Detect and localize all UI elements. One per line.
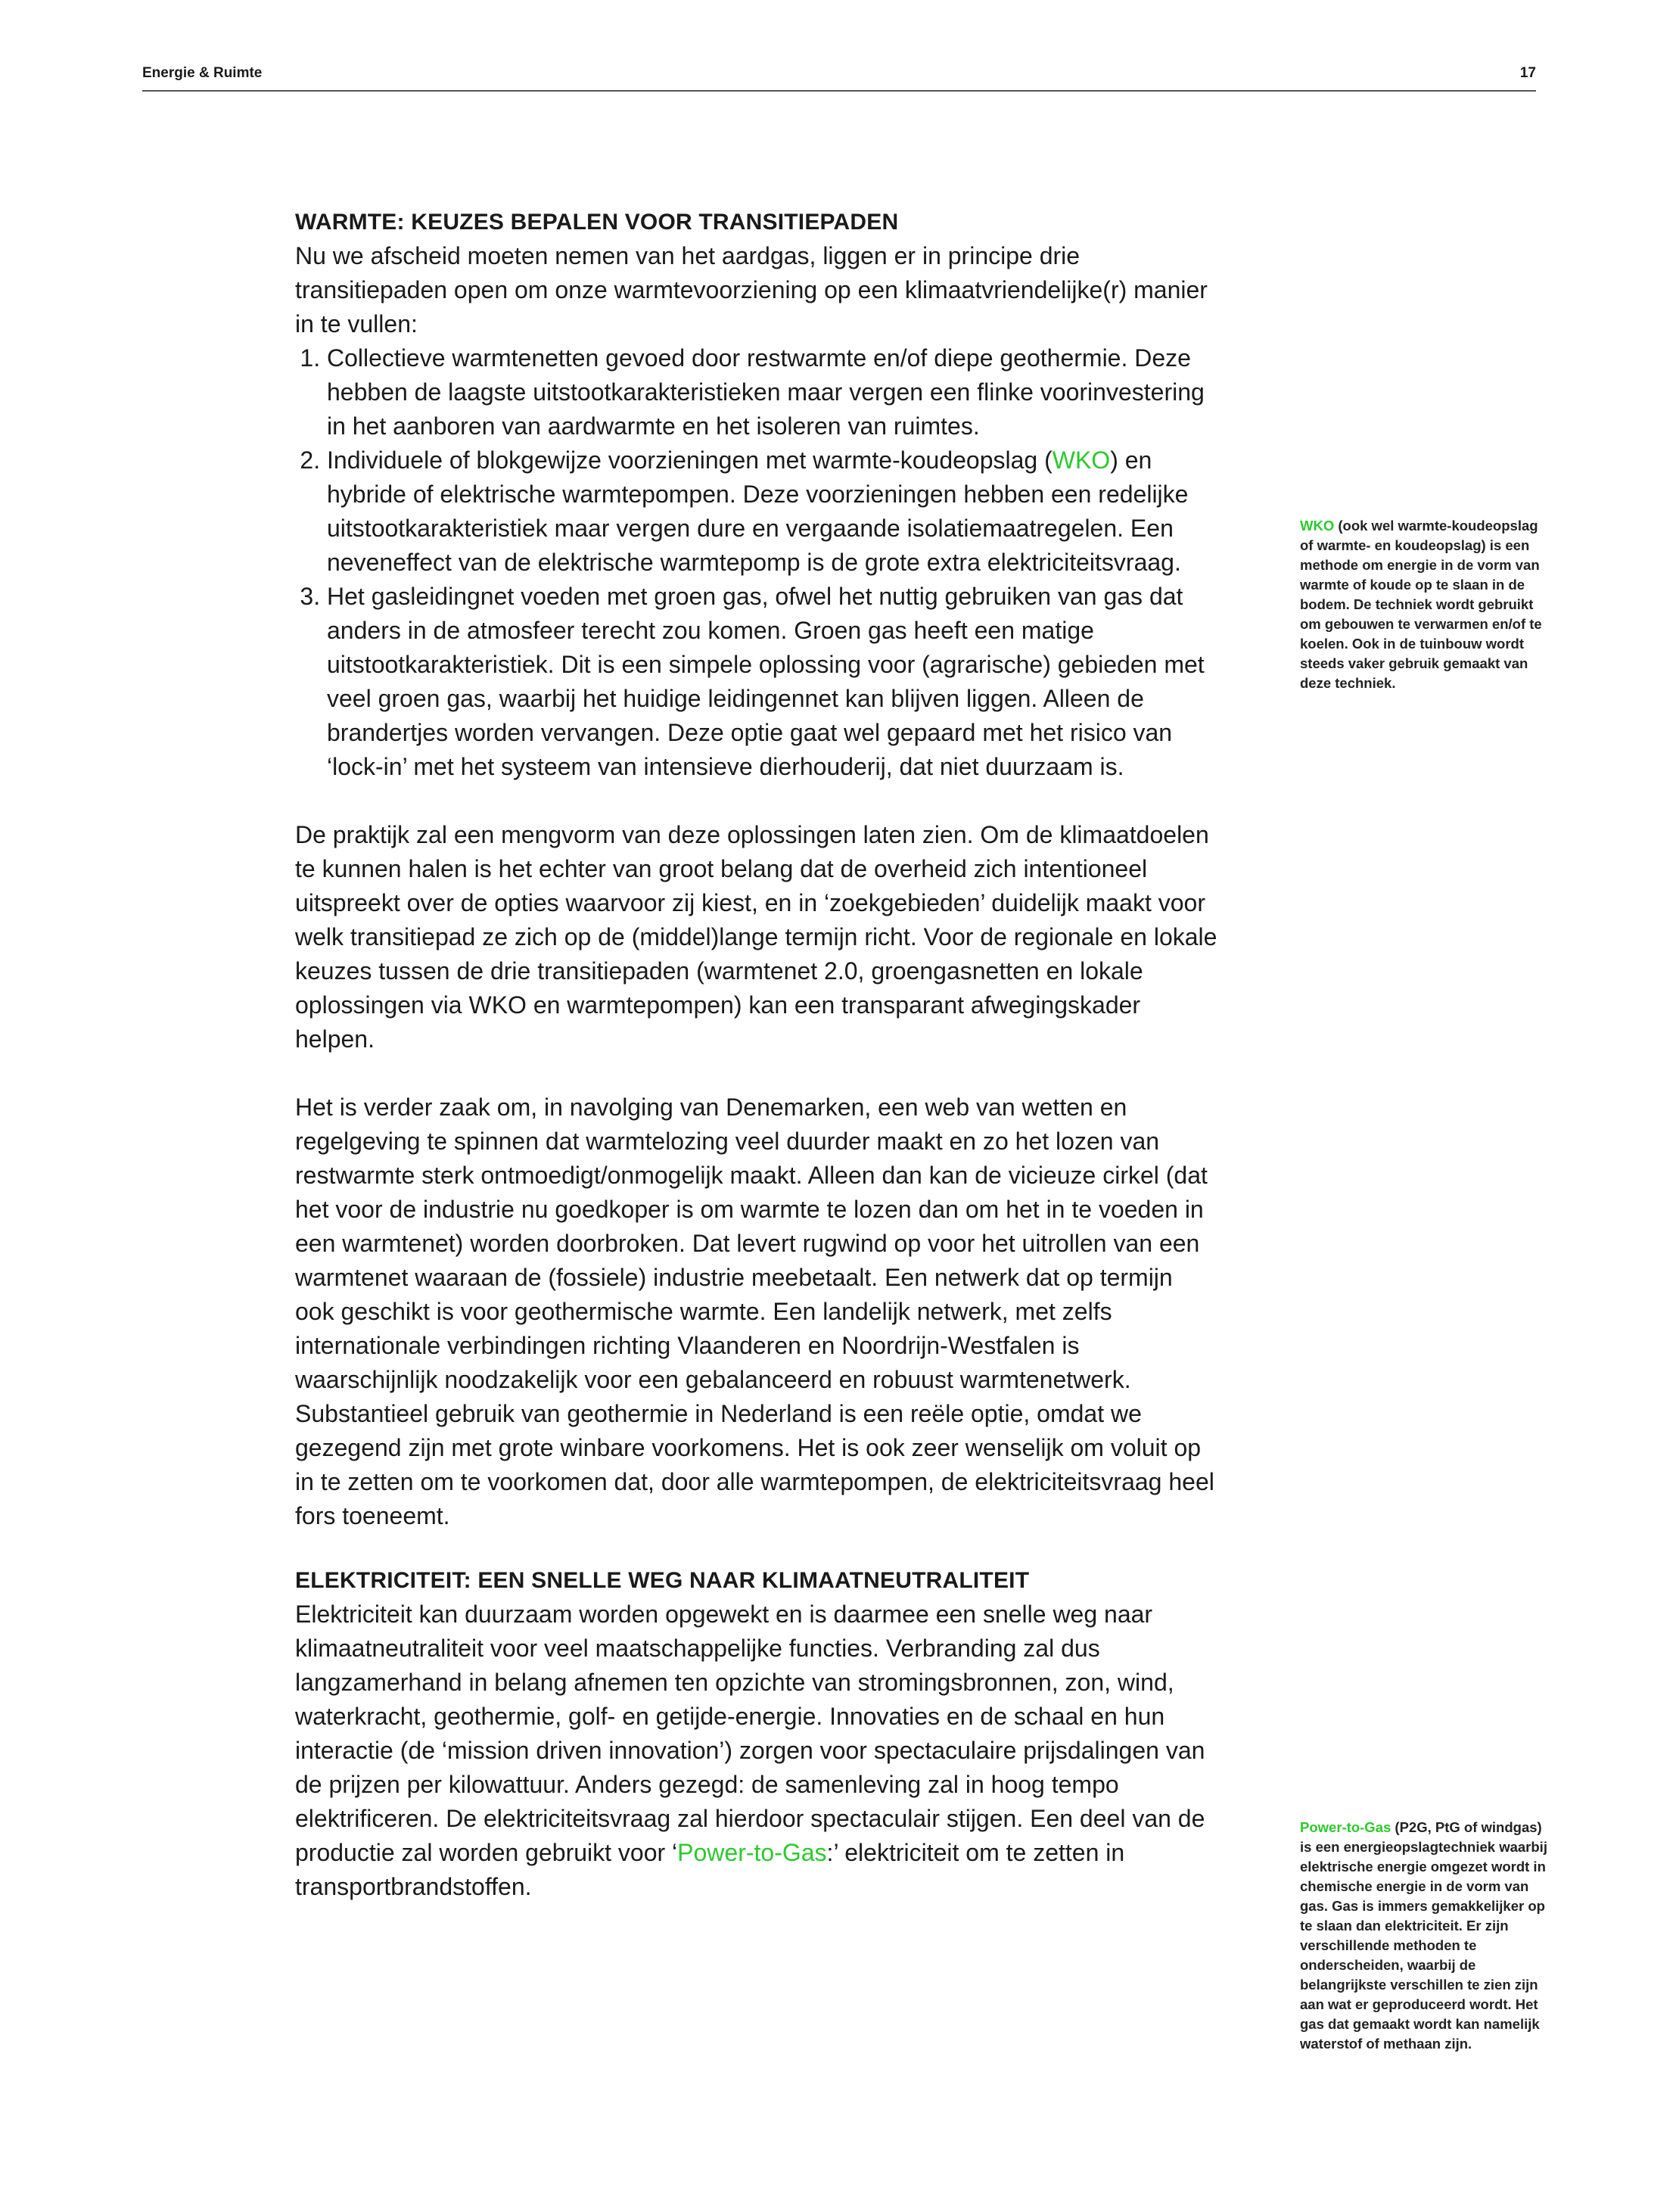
running-header (142, 65, 1536, 82)
warmte-intro: Nu we afscheid moeten nemen van het aardgas, liggen er in principe drie transitiepaden open om onze warmtevoorziening op een klimaatvriendelijke(r) manier in te vullen: (295, 242, 1208, 338)
list-item (327, 341, 1218, 443)
running-title: Energie & Ruimte (142, 65, 263, 81)
paragraph-gap (295, 1056, 1218, 1090)
power-to-gas-term-link[interactable]: Power-to-Gas (677, 1839, 827, 1866)
sidenote-wko (1300, 516, 1550, 693)
sidenote-wko-text: (ook wel warmte-koudeopslag of warmte- en koudeopslag) is een methode om energie in de vorm van warmte of koude op te slaan in de bodem. De techniek wordt gebruikt om gebouwen te verwarmen en/of te koelen. Ook in de tuinbouw wordt steeds vaker gebruik gemaakt van deze techniek. (1300, 518, 1542, 691)
sidenote-p2g-text: (P2G, PtG of windgas) is een energieopslagtechniek waarbij elektrische energie omgezet wordt in chemische energie in de vorm van gas. Gas is immers gemakkelijker op te slaan dan elektriciteit. Er zijn verschillende methoden te onderscheiden, waarbij de belangrijkste verschillen te zien zijn aan wat er geproduceerd wordt. Het gas dat gemaakt wordt kan namelijk waterstof of methaan zijn. (1300, 1819, 1547, 2052)
section-gap (295, 1533, 1218, 1564)
section-heading-elektriciteit: ELEKTRICITEIT: EEN SNELLE WEG NAAR KLIMAATNEUTRALITEIT (295, 1568, 1030, 1593)
list-item (327, 443, 1218, 580)
warmte-paragraph-3: Het is verder zaak om, in navolging van Denemarken, een web van wetten en regelgeving te spinnen dat warmtelozing veel duurder maakt en zo het lozen van restwarmte sterk ontmoedigt/onmogelijk maakt. Alleen dan kan de vicieuze cirkel (dat het voor de industrie nu goedkoper is om warmte te lozen dan om het in te voeden in een warmtenet) worden doorbroken. Dat levert rugwind op voor het uitrollen van een warmtenet waaraan de (fossiele) industrie meebetaalt. Een netwerk dat op termijn ook geschikt is voor geothermische warmte. Een landelijk netwerk, met zelfs internationale verbindingen richting Vlaanderen en Noordrijn-Westfalen is waarschijnlijk noodzakelijk voor een gebalanceerd en robuust warmtenetwerk. Substantieel gebruik van geothermie in Nederland is een reële optie, omdat we gezegend zijn met grote winbare voorkomens. Het is ook zeer wenselijk om voluit op in te zetten om te voorkomen dat, door alle warmtepompen, de elektriciteitsvraag heel fors toeneemt. (295, 1094, 1214, 1529)
main-column (295, 206, 1218, 1904)
warmte-paragraph-2: De praktijk zal een mengvorm van deze oplossingen laten zien. Om de klimaatdoelen te kunnen halen is het echter van groot belang dat de overheid zich intentioneel uitspreekt over de opties waarvoor zij kiest, en in ‘zoekgebieden’ duidelijk maakt voor welk transitiepad ze zich op de (middel)lange termijn richt. Voor de regionale en lokale keuzes tussen de drie transitiepaden (warmtenet 2.0, groengasnetten en lokale oplossingen via WKO en warmtepompen) kan een transparant afwegingskader helpen. (295, 821, 1217, 1053)
list-item-1-text: Collectieve warmtenetten gevoed door restwarmte en/of diepe geothermie. Deze hebben de laagste uitstootkarakteristieken maar vergen een flinke voorinvestering in het aanboren van aardwarmte en het isoleren van ruimtes. (327, 344, 1205, 440)
page-number: 17 (1519, 65, 1536, 81)
list-item (327, 580, 1218, 784)
elektriciteit-paragraph (295, 1598, 1218, 1904)
list-item-3-text: Het gasleidingnet voeden met groen gas, ofwel het nuttig gebruiken van gas dat anders in de atmosfeer terecht zou komen. Groen gas heeft een matige uitstootkarakteristiek. Dit is een simpele oplossing voor (agrarische) gebieden met veel groen gas, waarbij het huidige leidingennet kan blijven liggen. Alleen de brandertjes worden vervangen. Deze optie gaat wel gepaard met het risico van ‘lock-in’ met het systeem van intensieve dierhouderij, dat niet duurzaam is. (327, 583, 1205, 780)
elektriciteit-text-start: Elektriciteit kan duurzaam worden opgewekt en is daarmee een snelle weg naar klimaatneutraliteit voor veel maatschappelijke functies. Verbranding zal dus langzamerhand in belang afnemen ten opzichte van stromingsbronnen, zon, wind, waterkracht, geothermie, golf- en getijde-energie. Innovaties en de schaal en hun interactie (de ‘mission driven innovation’) zorgen voor spectaculaire prijsdalingen van de prijzen per kilowattuur. Anders gezegd: de samenleving zal in hoog tempo elektrificeren. De elektriciteitsvraag zal hierdoor spectaculair stijgen. Een deel van de productie zal worden gebruikt voor ‘ (295, 1601, 1205, 1866)
list-item-2-text-end: ) en hybride of elektrische warmtepompen. Deze voorzieningen hebben een redelijke uitstootkarakteristiek maar vergen dure en vergaande isolatiemaatregelen. Een neveneffect van de elektrische warmtepomp is de grote extra elektriciteitsvraag. (327, 446, 1189, 576)
list-item-2-text-start: Individuele of blokgewijze voorzieningen met warmte-koudeopslag ( (327, 446, 1053, 474)
paragraph-gap (295, 784, 1218, 818)
sidenote-wko-term: WKO (1300, 518, 1335, 534)
header-rule (142, 90, 1536, 92)
wko-term-link[interactable]: WKO (1052, 446, 1111, 474)
sidenote-p2g-term: Power-to-Gas (1300, 1819, 1391, 1835)
transition-paths-list (295, 341, 1218, 784)
elektriciteit-text-end: :’ elektriciteit om te zetten in transportbrandstoffen. (295, 1839, 1125, 1900)
sidenote-power-to-gas (1300, 1818, 1550, 2054)
section-heading-warmte: WARMTE: KEUZES BEPALEN VOOR TRANSITIEPADEN (295, 210, 899, 235)
